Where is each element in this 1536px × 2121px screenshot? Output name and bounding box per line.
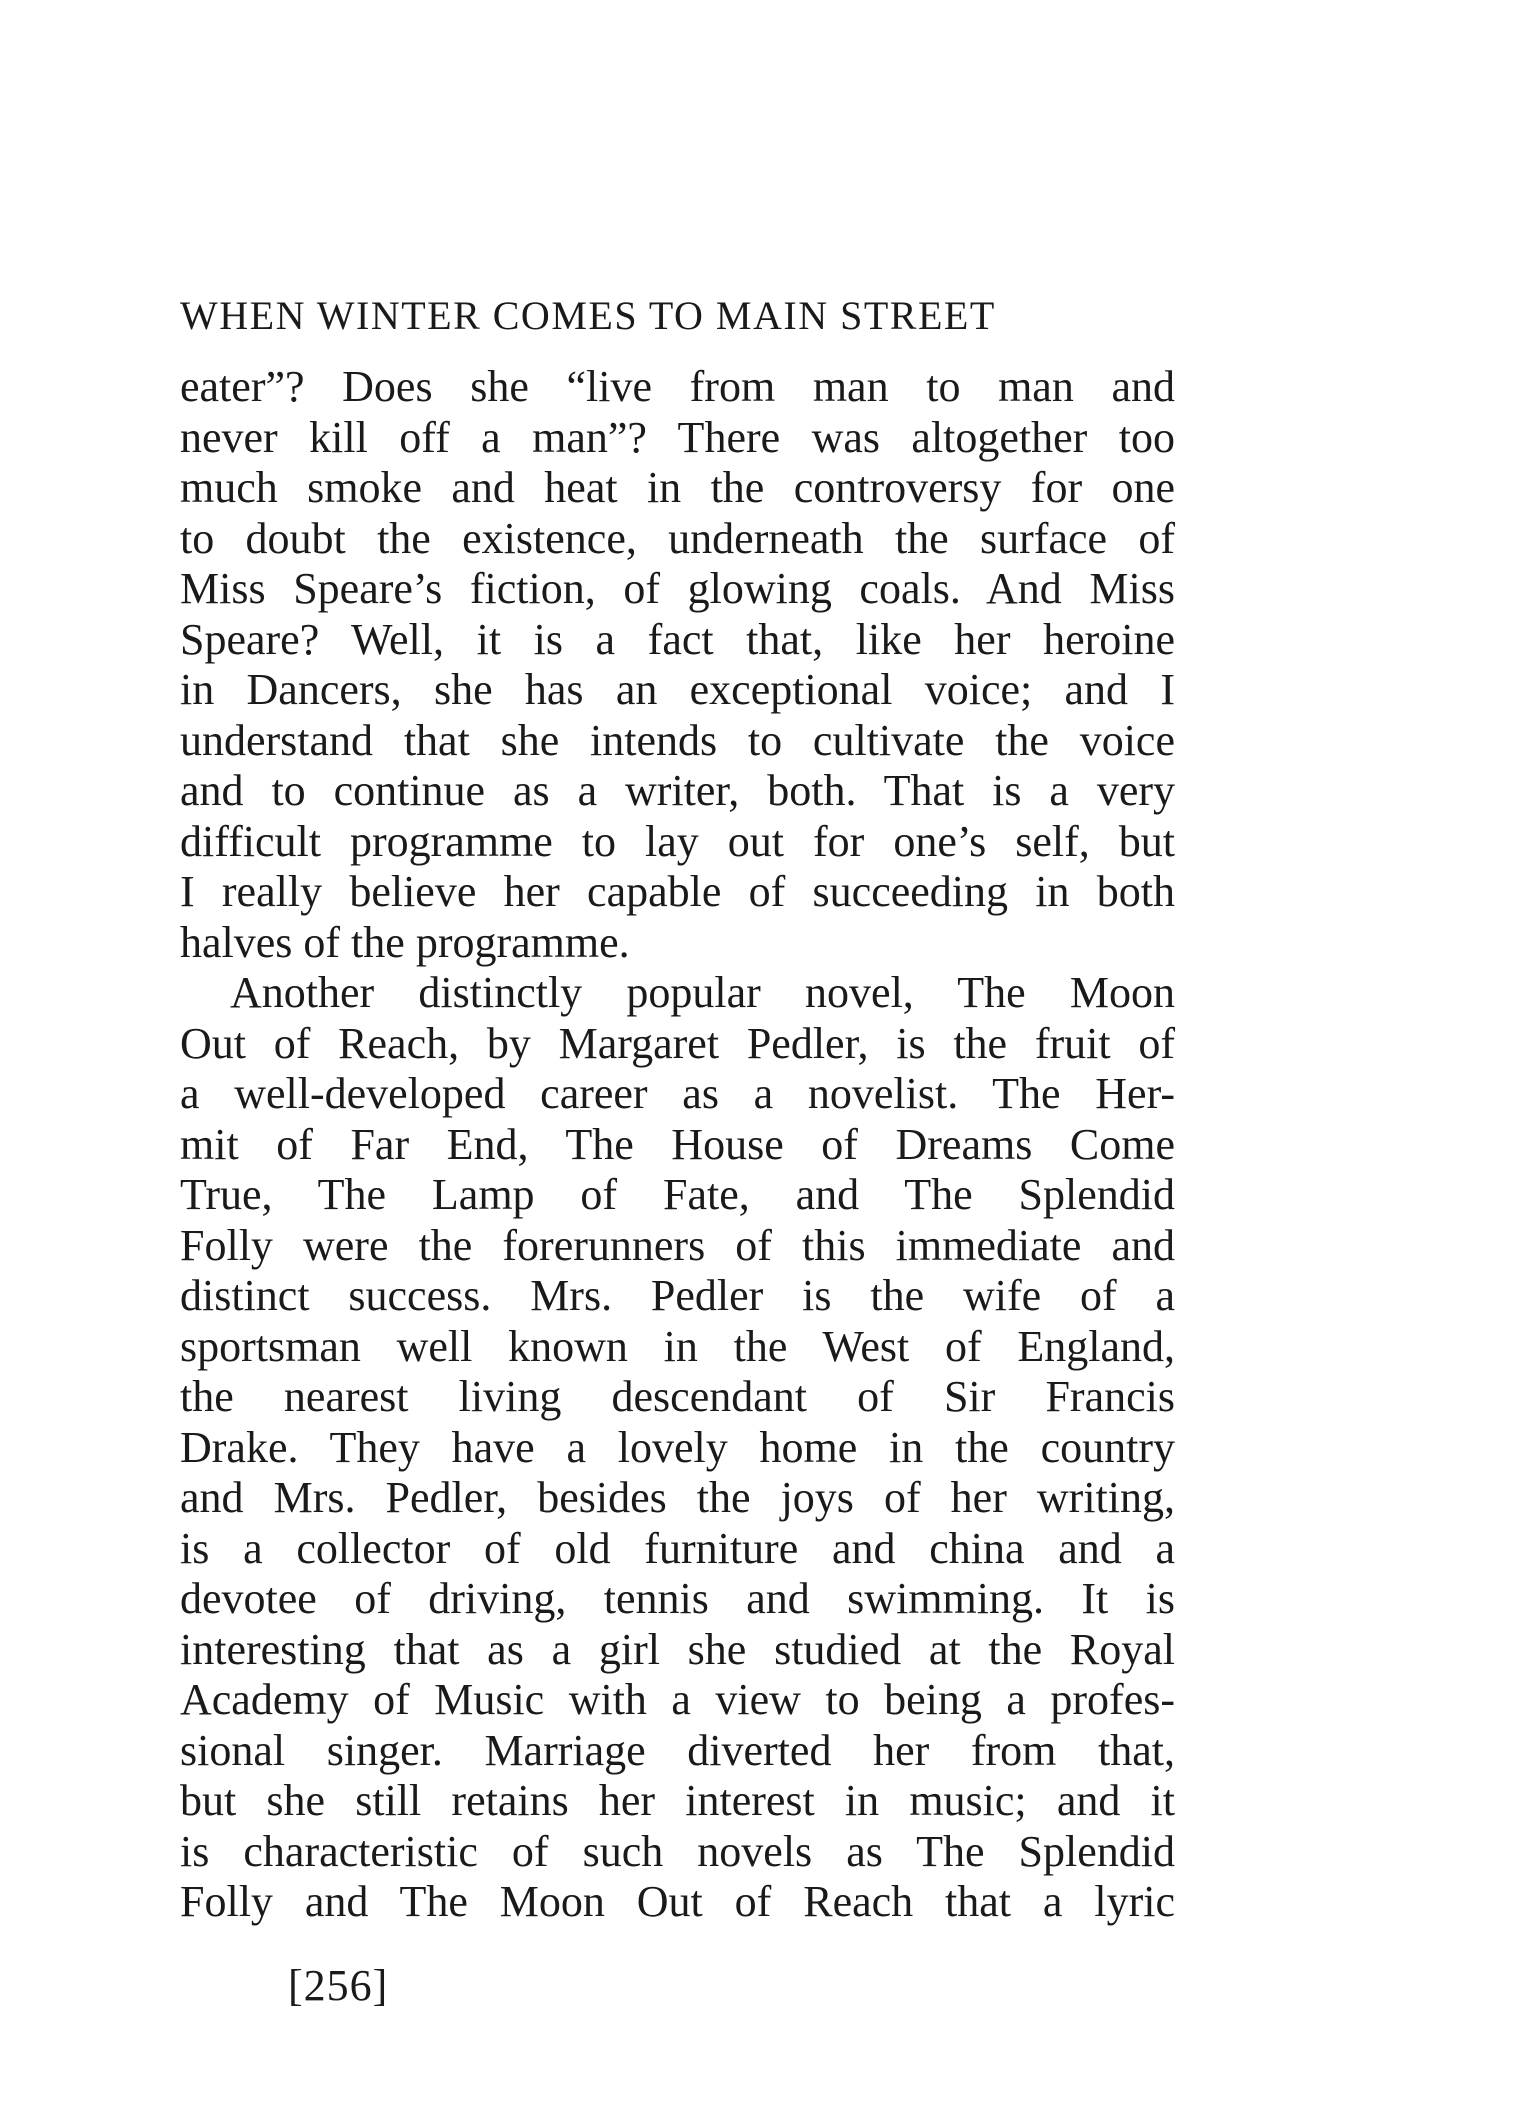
text-line: interesting that as a girl she studied at the Royal <box>180 1624 1175 1674</box>
text-line: Another distinctly popular novel, The Moon <box>230 968 1175 1017</box>
text-line: Folly were the forerunners of this immediate and <box>180 1220 1175 1270</box>
running-head: WHEN WINTER COMES TO MAIN STREET <box>180 293 996 338</box>
text-line: and Mrs. Pedler, besides the joys of her writing, <box>180 1473 1175 1522</box>
text-line: a well-developed career as a novelist. The Her- <box>180 1069 1175 1118</box>
text-line: Folly and The Moon Out of Reach that a lyric <box>180 1877 1175 1926</box>
text-line: much smoke and heat in the controversy for one <box>180 463 1175 512</box>
text-line: Academy of Music with a view to being a profes- <box>180 1675 1175 1724</box>
text-line: difficult programme to lay out for one’s self, but <box>180 816 1175 866</box>
text-line: sportsman well known in the West of England, <box>180 1321 1175 1371</box>
body-text <box>180 362 1175 1928</box>
text-line: I really believe her capable of succeeding in both <box>180 867 1175 916</box>
text-line: eater”? Does she “live from man to man and <box>180 362 1175 411</box>
text-line: Speare? Well, it is a fact that, like her heroine <box>180 614 1175 664</box>
text-line: never kill off a man”? There was altogether too <box>180 412 1175 462</box>
text-line: halves of the programme. <box>180 917 630 967</box>
text-line: to doubt the existence, underneath the surface of <box>180 513 1175 563</box>
text-line: the nearest living descendant of Sir Francis <box>180 1372 1175 1421</box>
text-line: devotee of driving, tennis and swimming. It is <box>180 1574 1175 1623</box>
page-number: [256] <box>288 1961 389 2010</box>
text-line: Miss Speare’s fiction, of glowing coals. And Miss <box>180 564 1175 613</box>
text-line: distinct success. Mrs. Pedler is the wife of a <box>180 1271 1175 1320</box>
text-line: sional singer. Marriage diverted her from that, <box>180 1725 1175 1775</box>
text-line: understand that she intends to cultivate the voice <box>180 715 1175 765</box>
text-line: but she still retains her interest in music; and it <box>180 1776 1175 1825</box>
text-line: is a collector of old furniture and china and a <box>180 1523 1175 1573</box>
text-line: Drake. They have a lovely home in the country <box>180 1422 1175 1472</box>
text-line: True, The Lamp of Fate, and The Splendid <box>180 1170 1175 1219</box>
text-line: mit of Far End, The House of Dreams Come <box>180 1119 1175 1169</box>
text-line: Out of Reach, by Margaret Pedler, is the fruit of <box>180 1018 1175 1068</box>
text-line: and to continue as a writer, both. That is a very <box>180 766 1175 815</box>
text-line: is characteristic of such novels as The Splendid <box>180 1826 1175 1876</box>
text-line: in Dancers, she has an exceptional voice; and I <box>180 665 1175 714</box>
